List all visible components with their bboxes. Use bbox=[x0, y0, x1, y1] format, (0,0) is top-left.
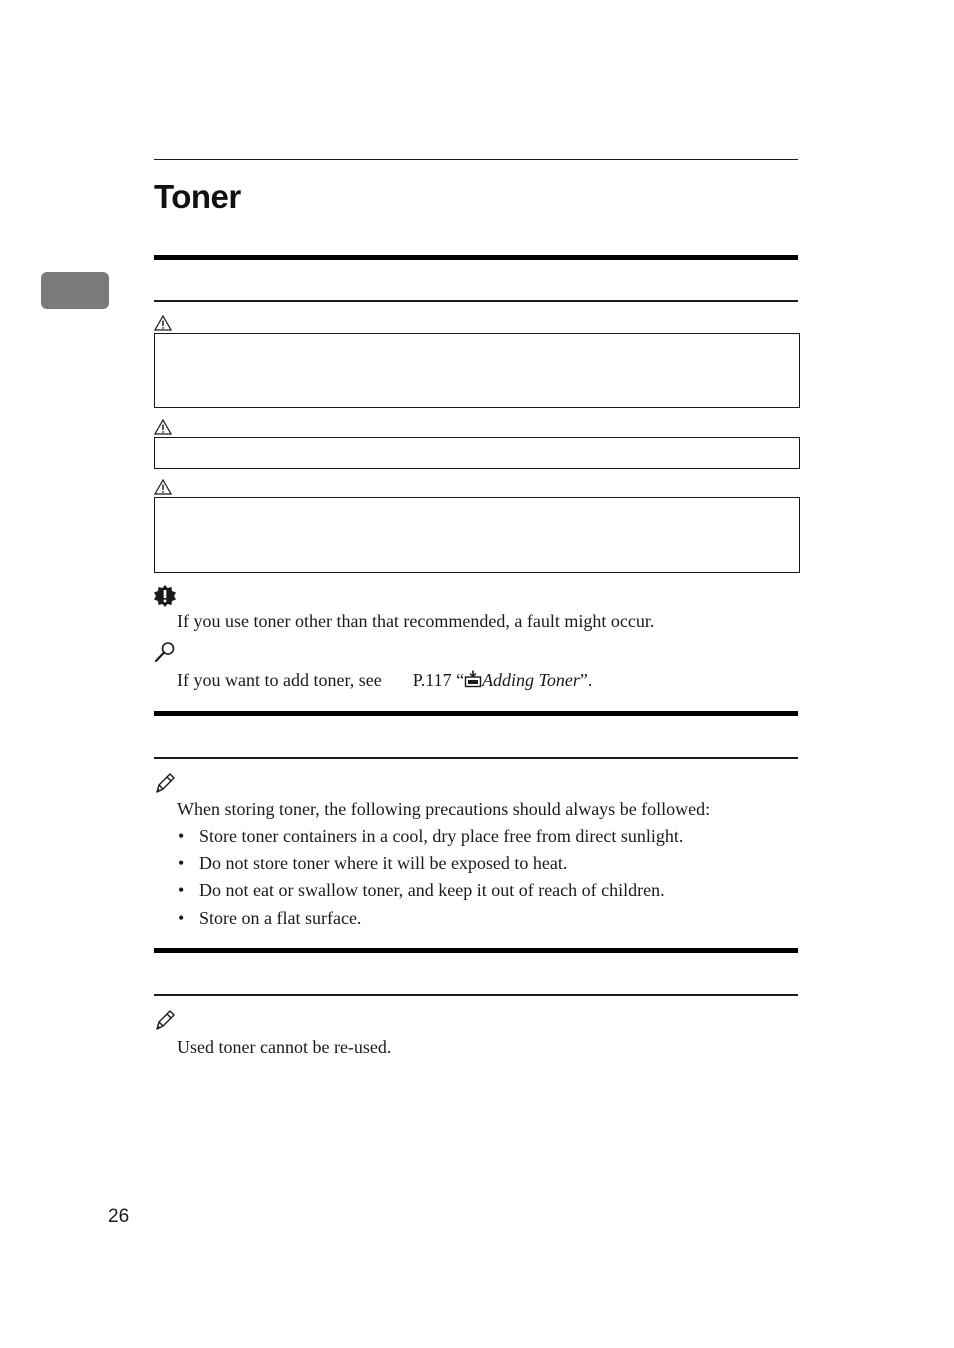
used-toner-note: Used toner cannot be re-used. bbox=[177, 1037, 392, 1057]
important-badge-icon bbox=[154, 585, 176, 607]
bullet-dot: • bbox=[178, 908, 185, 928]
bullet-dot: • bbox=[178, 826, 185, 846]
warning-triangle-icon bbox=[154, 315, 172, 331]
section-rule-thick bbox=[154, 711, 798, 716]
magnifier-icon bbox=[154, 641, 176, 663]
reference-page: P.117 “ bbox=[412, 670, 465, 690]
bullet-dot: • bbox=[178, 880, 185, 900]
page-title: Toner bbox=[154, 178, 241, 215]
important-text: If you use toner other than that recommended, a fault might occur. bbox=[177, 611, 655, 631]
section-rule bbox=[154, 994, 798, 996]
warning-box bbox=[154, 437, 800, 469]
warning-triangle-icon bbox=[154, 479, 172, 495]
reference-link[interactable]: Adding Toner bbox=[482, 670, 580, 690]
chapter-tab bbox=[41, 272, 109, 309]
storing-intro: When storing toner, the following precautions should always be followed: bbox=[177, 799, 711, 819]
list-item: Do not store toner where it will be exposed to heat. bbox=[199, 853, 568, 873]
section-rule bbox=[154, 300, 798, 302]
reference-text: If you want to add toner, see bbox=[177, 670, 382, 690]
warning-box bbox=[154, 497, 800, 573]
list-item: Do not eat or swallow toner, and keep it out of reach of children. bbox=[199, 880, 665, 900]
header-rule bbox=[154, 159, 798, 160]
toner-cartridge-icon bbox=[464, 670, 482, 688]
list-item: Store toner containers in a cool, dry place free from direct sunlight. bbox=[199, 826, 684, 846]
pencil-icon bbox=[154, 772, 176, 794]
reference-suffix: ”. bbox=[579, 670, 593, 690]
page-number: 26 bbox=[108, 1206, 130, 1227]
pencil-icon bbox=[154, 1009, 176, 1031]
list-item: Store on a flat surface. bbox=[199, 908, 362, 928]
section-rule-thick bbox=[154, 255, 798, 260]
section-rule-thick bbox=[154, 948, 798, 953]
warning-box bbox=[154, 333, 800, 408]
warning-triangle-icon bbox=[154, 419, 172, 435]
reference-line bbox=[177, 670, 592, 690]
section-rule bbox=[154, 757, 798, 759]
bullet-dot: • bbox=[178, 853, 185, 873]
